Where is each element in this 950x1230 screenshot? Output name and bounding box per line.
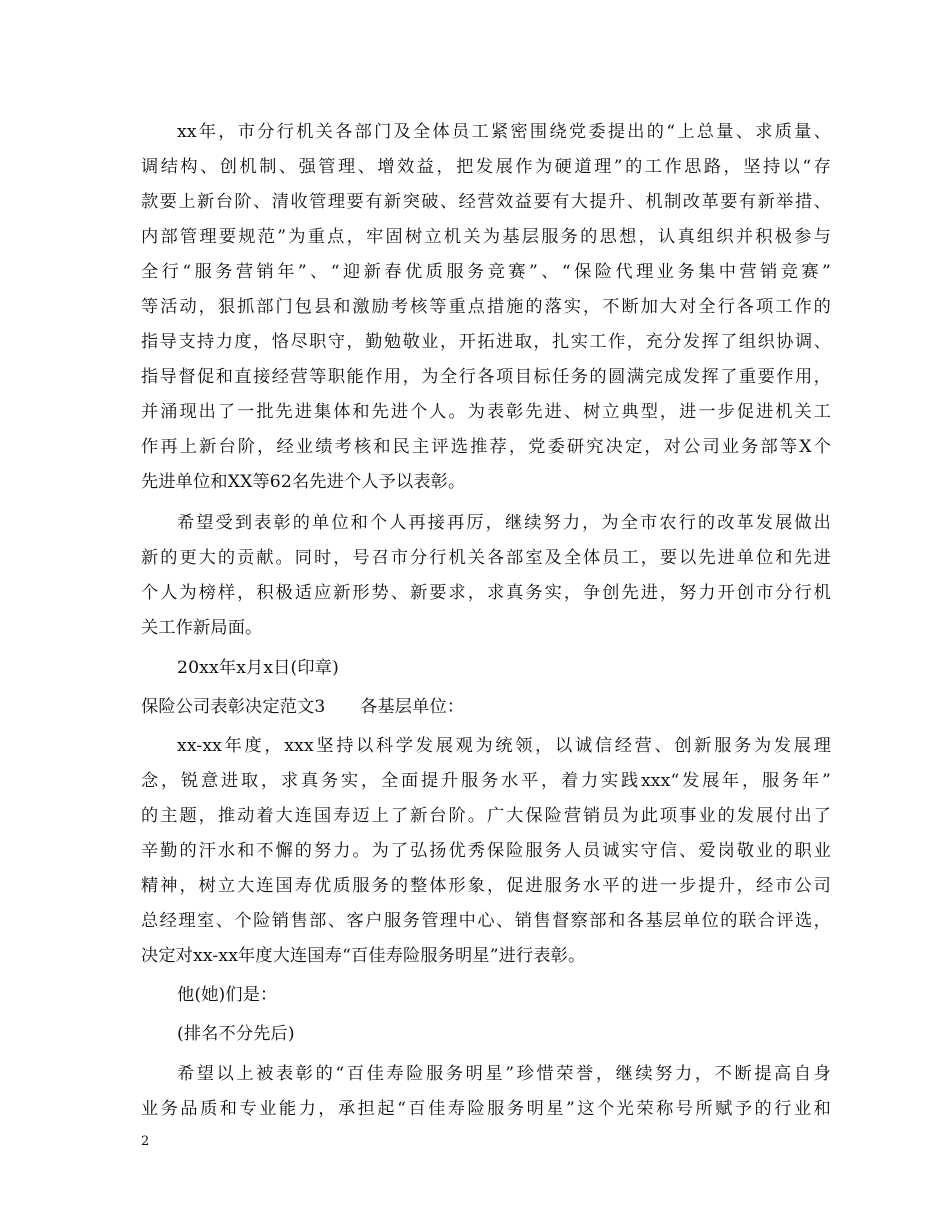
text-line: 指导督促和直接经营等职能作用，为全行各项目标任务的圆满完成发挥了重要作用， (141, 367, 831, 387)
text-line: 新的更大的贡献。同时，号召市分行机关各部室及全体员工，要以先进单位和先进 (141, 548, 831, 568)
page-number: 2 (141, 1134, 150, 1149)
text-line: 作再上新台阶，经业绩考核和民主评选推荐，党委研究决定，对公司业务部等X个 (141, 437, 831, 457)
text-line: 个人为榜样，积极适应新形势、新要求，求真务实，争创先进，努力开创市分行机 (141, 583, 831, 603)
text-line: 决定对xx-xx年度大连国寿“百佳寿险服务明星”进行表彰。 (141, 946, 586, 966)
text-line: 希望受到表彰的单位和个人再接再厉，继续努力，为全市农行的改革发展做出 (177, 513, 831, 533)
text-line: 辛勤的汗水和不懈的努力。为了弘扬优秀保险服务人员诚实守信、爱岗敬业的职业 (141, 841, 831, 861)
text-line: 业务品质和专业能力，承担起“百佳寿险服务明星”这个光荣称号所赋予的行业和 (141, 1099, 831, 1119)
text-line: 的主题，推动着大连国寿迈上了新台阶。广大保险营销员为此项事业的发展付出了 (141, 806, 831, 826)
text-line: 款要上新台阶、清收管理要有新突破、经营效益要有大提升、机制改革要有新举措、 (141, 192, 831, 212)
text-line: xx年，市分行机关各部门及全体员工紧密围绕党委提出的“上总量、求质量、 (177, 122, 831, 142)
text-line: 内部管理要规范”为重点，牢固树立机关为基层服务的思想，认真组织并积极参与 (141, 227, 831, 247)
text-line: 等活动，狠抓部门包县和激励考核等重点措施的落实，不断加大对全行各项工作的 (141, 297, 831, 317)
text-line: xx-xx年度，xxx坚持以科学发展观为统领，以诚信经营、创新服务为发展理 (177, 736, 831, 756)
text-line: 调结构、创机制、强管理、增效益，把发展作为硬道理”的工作思路，坚持以“存 (141, 157, 831, 177)
section-heading: 保险公司表彰决定范文3 各基层单位： (141, 697, 465, 717)
text-line: 全行“服务营销年”、“迎新春优质服务竞赛”、“保险代理业务集中营销竞赛” (141, 262, 831, 282)
date-seal-line: 20xx年x月x日(印章) (177, 658, 339, 678)
text-line: 精神，树立大连国寿优质服务的整体形象，促进服务水平的进一步提升，经市公司 (141, 876, 831, 896)
text-line: 指导支持力度，恪尽职守，勤勉敬业，开拓进取，扎实工作，充分发挥了组织协调、 (141, 332, 831, 352)
text-line: 念，锐意进取，求真务实，全面提升服务水平，着力实践xxx“发展年，服务年” (141, 771, 831, 791)
text-line: 先进单位和XX等62名先进个人予以表彰。 (141, 472, 466, 492)
text-line: (排名不分先后) (177, 1024, 295, 1044)
text-line: 总经理室、个险销售部、客户服务管理中心、销售督察部和各基层单位的联合评选， (141, 911, 831, 931)
text-line: 关工作新局面。 (141, 618, 263, 638)
text-line: 他(她)们是： (177, 985, 278, 1005)
text-line: 希望以上被表彰的“百佳寿险服务明星”珍惜荣誉，继续努力，不断提高自身 (177, 1064, 831, 1084)
text-line: 并涌现出了一批先进集体和先进个人。为表彰先进、树立典型，进一步促进机关工 (141, 402, 831, 422)
